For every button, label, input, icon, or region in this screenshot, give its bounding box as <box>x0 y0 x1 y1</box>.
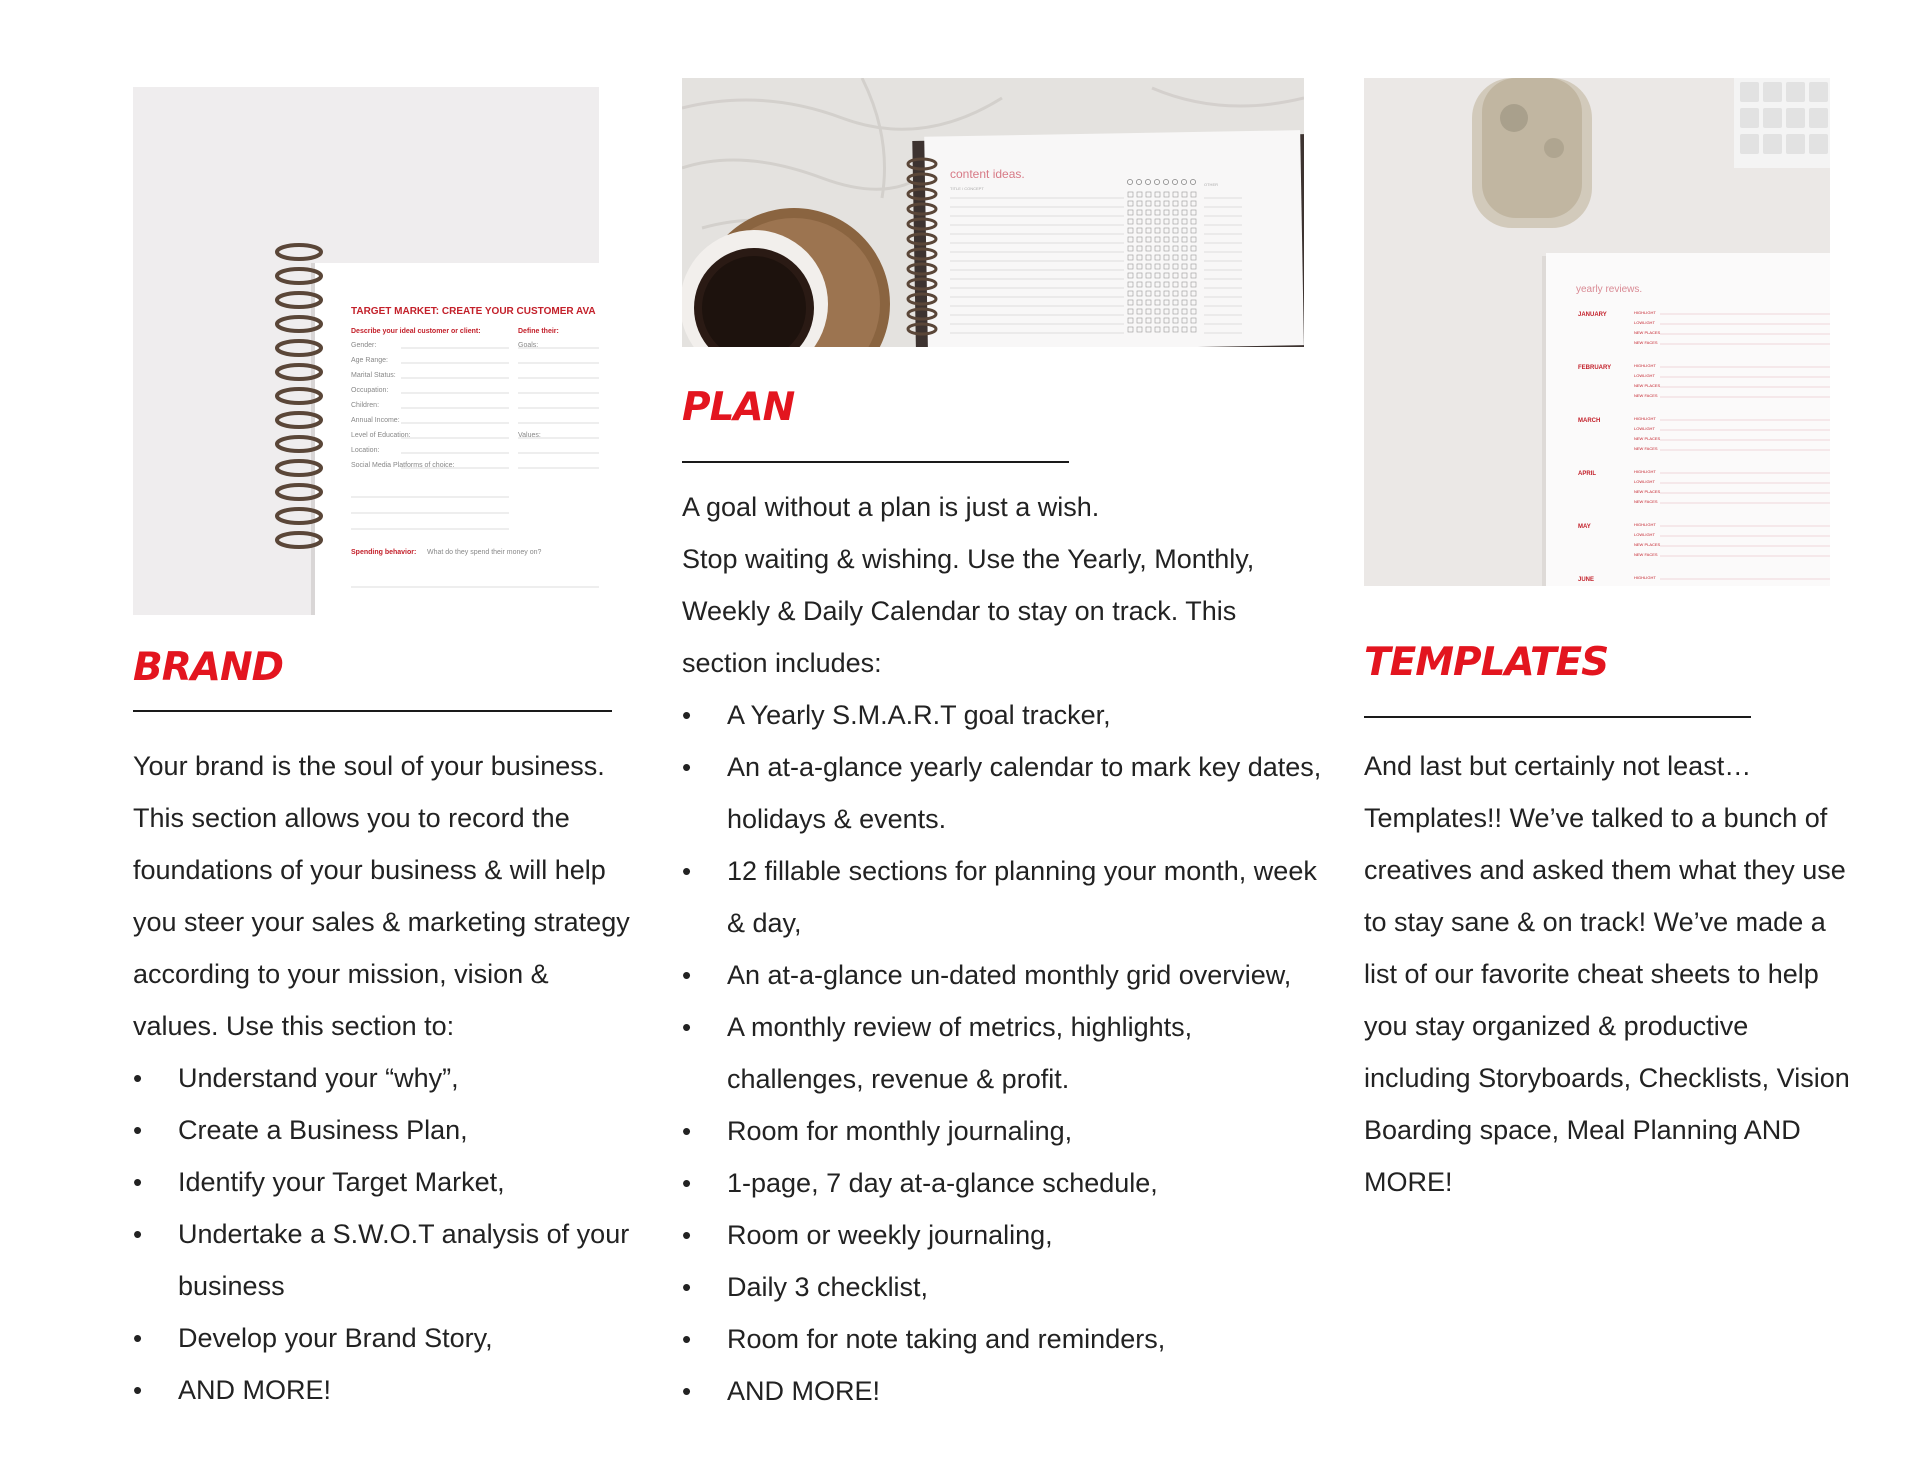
brand-photo-col1-header: Describe your ideal customer or client: <box>351 328 481 335</box>
brand-photo-col2-header: Define their: <box>518 328 559 335</box>
templates-photo-row-label: HIGHLIGHT <box>1634 469 1656 474</box>
plan-bullet: • Room or weekly journaling, <box>682 1209 1322 1261</box>
brand-photo-field: Location: <box>351 447 380 454</box>
templates-body <box>1364 740 1854 1208</box>
brand-bullet: • AND MORE! <box>133 1364 633 1416</box>
plan-photo-title: content ideas. <box>950 167 1025 181</box>
plan-bullet: • 12 fillable sections for planning your month, week & day, <box>682 845 1322 949</box>
templates-photo-row-label: LOWLIGHT <box>1634 426 1655 431</box>
templates-photo-row-label: NEW FACES <box>1634 340 1658 345</box>
brand-heading: BRAND <box>133 645 283 690</box>
plan-divider <box>682 461 1069 463</box>
plan-photo-col-label: TITLE / CONCEPT <box>950 186 984 191</box>
templates-photo-row-label: NEW PLACES <box>1634 542 1661 547</box>
templates-photo-row-label: HIGHLIGHT <box>1634 310 1656 315</box>
templates-photo-month: MARCH <box>1578 418 1601 424</box>
plan-bullet: • Daily 3 checklist, <box>682 1261 1322 1313</box>
brand-bullet: • Undertake a S.W.O.T analysis of your business <box>133 1208 633 1312</box>
templates-photo-row-label: NEW FACES <box>1634 499 1658 504</box>
templates-photo-month: FEBRUARY <box>1578 365 1612 371</box>
templates-photo-row-label: LOWLIGHT <box>1634 532 1655 537</box>
templates-photo-row-label: NEW FACES <box>1634 446 1658 451</box>
brand-bullet-list <box>133 1052 633 1416</box>
plan-notebook-illustration <box>682 78 1304 347</box>
brand-photo-field: Annual Income: <box>351 417 400 424</box>
plan-bullet: • Room for note taking and reminders, <box>682 1313 1322 1365</box>
brand-photo-field: Occupation: <box>351 387 389 394</box>
templates-photo-month: APRIL <box>1578 471 1596 477</box>
templates-photo-row-label: LOWLIGHT <box>1634 320 1655 325</box>
brand-photo-values: Values: <box>518 432 541 439</box>
brand-paragraph: Your brand is the soul of your business. This section allows you to record the foundations of your business & will help you steer your sales & marketing strategy according to your mission, vision & values. Use this section to: <box>133 751 630 1041</box>
templates-photo-month: JANUARY <box>1578 312 1607 318</box>
plan-bullet: • An at-a-glance un-dated monthly grid overview, <box>682 949 1322 1001</box>
templates-photo-row-label: NEW PLACES <box>1634 489 1661 494</box>
plan-photo-other-label: OTHER <box>1204 182 1218 187</box>
templates-photo-row-label: LOWLIGHT <box>1634 373 1655 378</box>
brand-photo-spending-label: Spending behavior: <box>351 549 417 556</box>
brand-bullet: • Create a Business Plan, <box>133 1104 633 1156</box>
templates-photo-row-label: HIGHLIGHT <box>1634 575 1656 580</box>
templates-photo-row-label: NEW PLACES <box>1634 436 1661 441</box>
plan-bullet: • A Yearly S.M.A.R.T goal tracker, <box>682 689 1322 741</box>
plan-bullet: • AND MORE! <box>682 1365 1322 1417</box>
brand-photo-field: Children: <box>351 402 380 409</box>
plan-notebook-photo <box>682 78 1304 347</box>
templates-photo-month: MAY <box>1578 524 1591 530</box>
brand-divider <box>133 710 612 712</box>
templates-photo-month: JUNE <box>1578 577 1595 583</box>
brand-photo-spending-question: What do they spend their money on? <box>427 549 542 556</box>
plan-bullet: • An at-a-glance yearly calendar to mark key dates, holidays & events. <box>682 741 1322 845</box>
templates-photo-row-label: HIGHLIGHT <box>1634 363 1656 368</box>
plan-paragraph: Stop waiting & wishing. Use the Yearly, Monthly, Weekly & Daily Calendar to stay on track. This section includes: <box>682 544 1255 678</box>
brand-photo-field: Marital Status: <box>351 372 396 379</box>
plan-bullet-list <box>682 689 1322 1417</box>
brand-bullet: • Develop your Brand Story, <box>133 1312 633 1364</box>
plan-bullet: • A monthly review of metrics, highlights, challenges, revenue & profit. <box>682 1001 1322 1105</box>
templates-photo-row-label: NEW FACES <box>1634 393 1658 398</box>
brand-bullet: • Identify your Target Market, <box>133 1156 633 1208</box>
templates-divider <box>1364 716 1751 718</box>
plan-body <box>682 481 1322 1417</box>
brand-photo-field: Social Media Platforms of choice: <box>351 462 455 469</box>
brand-photo-title: TARGET MARKET: CREATE YOUR CUSTOMER AVA <box>351 306 596 317</box>
plan-bullet: • Room for monthly journaling, <box>682 1105 1322 1157</box>
brand-photo-goals: Goals: <box>518 342 539 349</box>
templates-photo-title: yearly reviews. <box>1576 284 1643 295</box>
templates-photo-row-label: NEW FACES <box>1634 552 1658 557</box>
templates-photo-row-label: HIGHLIGHT <box>1634 416 1656 421</box>
brand-photo-field: Age Range: <box>351 357 388 364</box>
plan-bullet: • 1-page, 7 day at-a-glance schedule, <box>682 1157 1322 1209</box>
brand-notebook-illustration <box>133 87 599 615</box>
templates-photo-row-label: HIGHLIGHT <box>1634 522 1656 527</box>
templates-notebook-photo <box>1364 78 1830 586</box>
plan-paragraph: A goal without a plan is just a wish. <box>682 492 1100 522</box>
brand-bullet: • Understand your “why”, <box>133 1052 633 1104</box>
templates-photo-row-label: LOWLIGHT <box>1634 479 1655 484</box>
templates-heading: TEMPLATES <box>1364 640 1609 685</box>
brand-photo-field: Level of Education: <box>351 432 411 439</box>
templates-photo-row-label: NEW PLACES <box>1634 383 1661 388</box>
templates-paragraph: And last but certainly not least… Templates!! We’ve talked to a bunch of creatives and asked them what they use to stay sane & on track! We’ve made a list of our favorite cheat sheets to help you stay organized & productive including Storyboards, Checklists, Vision Boarding space, Meal Planning AND MORE! <box>1364 751 1850 1197</box>
plan-heading: PLAN <box>682 385 795 430</box>
brand-notebook-photo <box>133 87 599 615</box>
brand-body <box>133 740 633 1416</box>
brand-photo-field: Gender: <box>351 342 377 349</box>
templates-photo-row-label: NEW PLACES <box>1634 330 1661 335</box>
templates-notebook-illustration <box>1364 78 1830 586</box>
